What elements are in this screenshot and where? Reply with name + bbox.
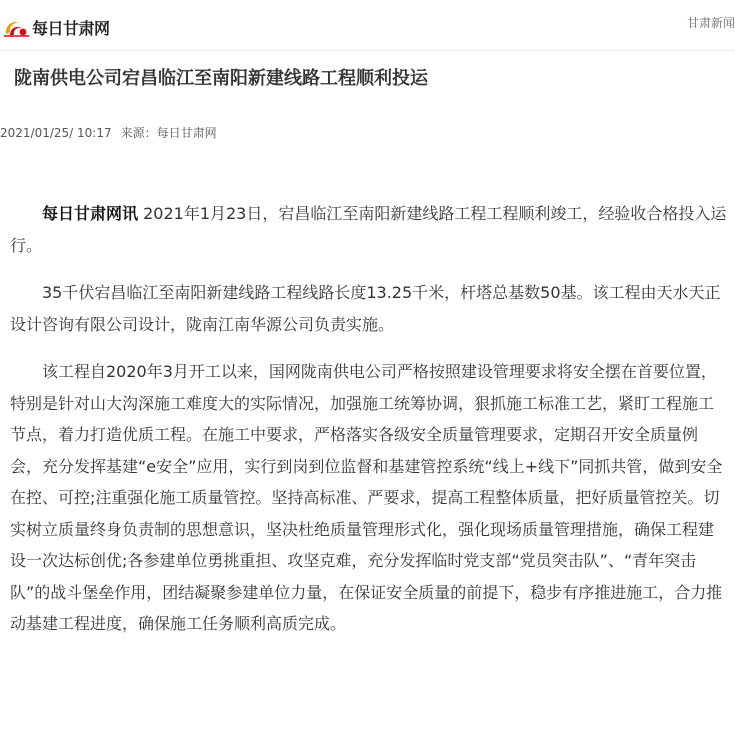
article-meta: [0, 124, 217, 141]
article-paragraph: [10, 277, 728, 340]
sun-swirl-logo-icon: [3, 16, 31, 38]
site-header: [0, 0, 735, 51]
paragraph-text: 2021年1月23日，宕昌临江至南阳新建线路工程工程顺利竣工，经验收合格投入运行。: [10, 204, 727, 255]
article-title: 陇南供电公司宕昌临江至南阳新建线路工程顺利投运: [14, 68, 428, 89]
article-paragraph: [10, 356, 728, 640]
site-logo-text: 每日甘肃网: [32, 18, 110, 38]
paragraph-text: 该工程自2020年3月开工以来，国网陇南供电公司严格按照建设管理要求将安全摆在首要位置，特别是针对山大沟深施工难度大的实际情况，加强施工统筹协调，狠抓施工标准工艺，紧盯工程施工节点，着力打造优质工程。在施工中要求，严格落实各级安全质量管理要求，定期召开安全质量例会，充分发挥基建“e安全”应用，实行到岗到位监督和基建管控系统“线上+线下”同抓共管，做到安全在控、可控;注重强化施工质量管控。坚持高标准、严要求，提高工程整体质量，把好质量管控关。切实树立质量终身负责制的思想意识，坚决杜绝质量管理形式化，强化现场质量管理措施，确保工程建设一次达标创优;各参建单位勇挑重担、攻坚克难，充分发挥临时党支部“党员突击队”、“青年突击队”的战斗堡垒作用，团结凝聚参建单位力量，在保证安全质量的前提下，稳步有序推进施工，合力推动基建工程进度，确保施工任务顺利高质完成。: [10, 362, 723, 633]
paragraph-lead: 每日甘肃网讯: [42, 204, 139, 223]
channel-link-gansu-news[interactable]: 甘肃新闻: [686, 16, 735, 30]
site-logo[interactable]: [3, 15, 110, 39]
article-date: 2021/01/25/ 10:17: [0, 126, 112, 140]
paragraph-text: 35千伏宕昌临江至南阳新建线路工程线路长度13.25千米，杆塔总基数50基。该工程由天水天正设计咨询有限公司设计，陇南江南华源公司负责实施。: [10, 283, 721, 334]
article-source: 来源：每日甘肃网: [120, 126, 217, 140]
article-paragraph: [10, 198, 728, 261]
article-body: [10, 198, 728, 656]
